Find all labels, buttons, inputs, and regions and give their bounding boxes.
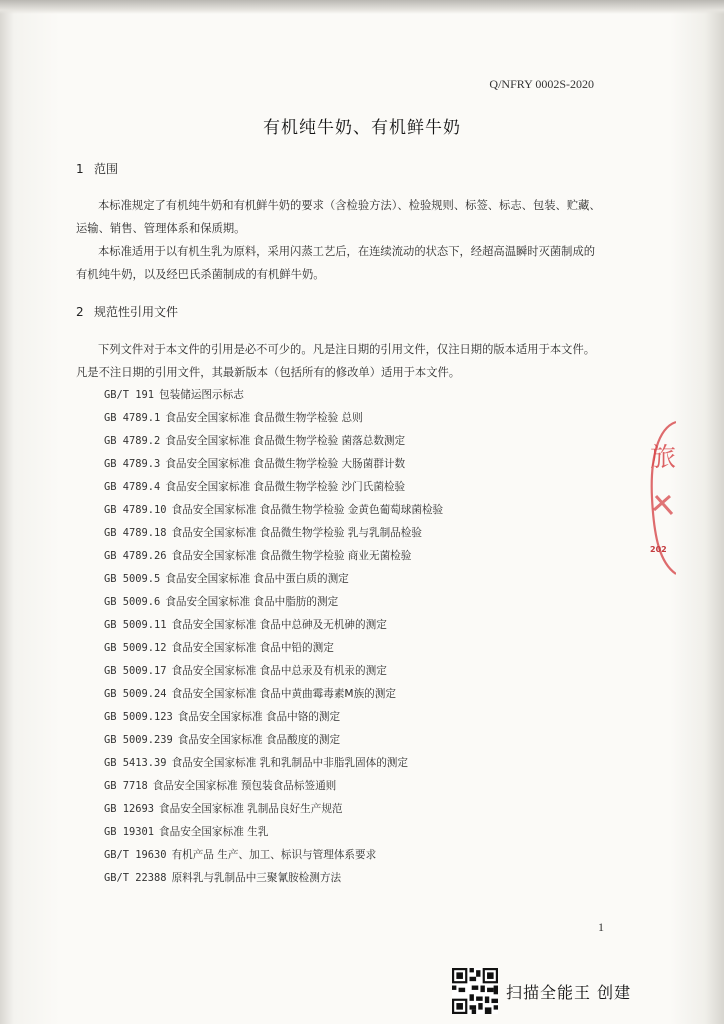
section-1-title: 范围 <box>94 162 119 176</box>
reference-name: 食品安全国家标准 食品微生物学检验 沙门氏菌检验 <box>165 481 406 493</box>
reference-code: GB 4789.1 <box>104 412 161 424</box>
reference-name: 食品安全国家标准 预包装食品标签通则 <box>152 780 337 792</box>
reference-code: GB 5009.123 <box>104 711 173 723</box>
qr-code-icon <box>452 968 498 1014</box>
section-1-paragraph-2: 本标准适用于以有机生乳为原料，采用闪蒸工艺后，在连续流动的状态下，经超高温瞬时灭菌制成的有机纯牛奶，以及经巴氏杀菌制成的有机鲜牛奶。 <box>76 245 596 281</box>
reference-item <box>104 775 443 798</box>
reference-name: 原料乳与乳制品中三聚氰胺检测方法 <box>171 872 342 884</box>
reference-code: GB/T 22388 <box>104 872 167 884</box>
reference-name: 食品安全国家标准 乳和乳制品中非脂乳固体的测定 <box>171 757 408 769</box>
reference-code: GB 12693 <box>104 803 155 815</box>
reference-item <box>104 407 443 430</box>
scanner-watermark <box>452 966 631 1016</box>
reference-code: GB 4789.18 <box>104 527 167 539</box>
reference-name: 食品安全国家标准 食品微生物学检验 乳与乳制品检验 <box>171 527 422 539</box>
reference-item <box>104 430 443 453</box>
reference-name: 食品安全国家标准 食品中铅的测定 <box>171 642 334 654</box>
reference-item <box>104 568 443 591</box>
seal-year: 202 <box>650 545 667 554</box>
reference-code: GB 5413.39 <box>104 757 167 769</box>
reference-name: 食品安全国家标准 乳制品良好生产规范 <box>159 803 343 815</box>
reference-item <box>104 821 443 844</box>
section-2-number: 2 <box>76 305 84 319</box>
reference-item <box>104 476 443 499</box>
reference-item <box>104 660 443 683</box>
reference-code: GB/T 19630 <box>104 849 167 861</box>
reference-name: 有机产品 生产、加工、标识与管理体系要求 <box>171 849 377 861</box>
reference-name: 食品安全国家标准 食品微生物学检验 商业无菌检验 <box>171 550 412 562</box>
page-number: 1 <box>598 920 604 934</box>
section-2-paragraph-1: 下列文件对于本文件的引用是必不可少的。凡是注日期的引用文件，仅注日期的版本适用于本文件。凡是不注日期的引用文件，其最新版本（包括所有的修改单）适用于本文件。 <box>76 343 596 379</box>
reference-code: GB 5009.239 <box>104 734 173 746</box>
watermark-text: 扫描全能王 创建 <box>506 982 632 1002</box>
section-2-heading <box>76 303 178 320</box>
reference-item <box>104 591 443 614</box>
reference-item <box>104 453 443 476</box>
section-2-title: 规范性引用文件 <box>94 305 179 319</box>
reference-code: GB 5009.11 <box>104 619 167 631</box>
reference-code: GB 4789.26 <box>104 550 167 562</box>
reference-code: GB 4789.4 <box>104 481 161 493</box>
reference-item <box>104 637 443 660</box>
reference-item <box>104 752 443 775</box>
reference-name: 食品安全国家标准 生乳 <box>159 826 269 838</box>
reference-name: 食品安全国家标准 食品微生物学检验 金黄色葡萄球菌检验 <box>171 504 444 516</box>
reference-code: GB 5009.17 <box>104 665 167 677</box>
reference-item <box>104 729 443 752</box>
reference-item <box>104 522 443 545</box>
reference-code: GB 7718 <box>104 780 148 792</box>
section-1-number: 1 <box>76 162 84 176</box>
document-title: 有机纯牛奶、有机鲜牛奶 <box>263 118 461 138</box>
reference-code: GB 4789.2 <box>104 435 161 447</box>
reference-code: GB 4789.10 <box>104 504 167 516</box>
reference-code: GB 19301 <box>104 826 155 838</box>
reference-name: 食品安全国家标准 食品中黄曲霉毒素M族的测定 <box>171 688 396 700</box>
reference-name: 食品安全国家标准 食品中总汞及有机汞的测定 <box>171 665 387 677</box>
reference-code: GB 5009.24 <box>104 688 167 700</box>
section-1-paragraph-1: 本标准规定了有机纯牛奶和有机鲜牛奶的要求（含检验方法）、检验规则、标签、标志、包装、贮藏、运输、销售、管理体系和保质期。 <box>76 199 601 235</box>
reference-code: GB 5009.12 <box>104 642 167 654</box>
reference-code: GB 5009.5 <box>104 573 161 585</box>
reference-name: 食品安全国家标准 食品微生物学检验 菌落总数测定 <box>165 435 406 447</box>
reference-name: 食品安全国家标准 食品中总砷及无机砷的测定 <box>171 619 387 631</box>
section-1-heading <box>76 160 118 177</box>
reference-item <box>104 614 443 637</box>
reference-item <box>104 844 443 867</box>
reference-list <box>104 384 443 890</box>
reference-item <box>104 545 443 568</box>
reference-item <box>104 384 443 407</box>
reference-item <box>104 683 443 706</box>
reference-code: GB 4789.3 <box>104 458 161 470</box>
reference-name: 食品安全国家标准 食品微生物学检验 大肠菌群计数 <box>165 458 406 470</box>
reference-item <box>104 706 443 729</box>
reference-name: 食品安全国家标准 食品中铬的测定 <box>177 711 341 723</box>
reference-name: 食品安全国家标准 食品中蛋白质的测定 <box>165 573 349 585</box>
reference-code: GB 5009.6 <box>104 596 161 608</box>
reference-name: 食品安全国家标准 食品中脂肪的测定 <box>165 596 339 608</box>
reference-name: 食品安全国家标准 食品酸度的测定 <box>177 734 341 746</box>
seal-text: 旅 <box>650 443 677 473</box>
reference-name: 包装储运图示标志 <box>159 389 244 401</box>
reference-item <box>104 499 443 522</box>
reference-code: GB/T 191 <box>104 389 155 401</box>
reference-name: 食品安全国家标准 食品微生物学检验 总则 <box>165 412 363 424</box>
reference-item <box>104 867 443 890</box>
scan-edge-shadow <box>0 0 724 14</box>
standard-number: Q/NFRY 0002S-2020 <box>489 77 594 91</box>
reference-item <box>104 798 443 821</box>
